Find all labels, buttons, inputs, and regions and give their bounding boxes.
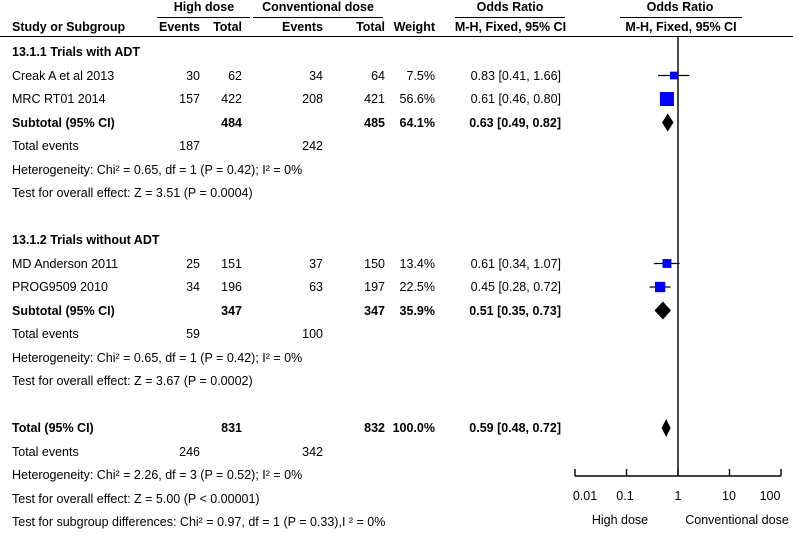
summary-diamond (662, 419, 671, 437)
or-plot-header: Odds Ratio (646, 0, 714, 14)
cell-ci: 0.61 [0.34, 1.07] (470, 256, 561, 271)
subgroup-label: 13.1.1 Trials with ADT (12, 45, 141, 59)
events-label: Total events (12, 327, 79, 341)
events2-col-header: Events (282, 20, 323, 34)
cell-e1: 187 (179, 139, 200, 153)
total1-col-header: Total (213, 20, 242, 34)
text-label: Test for overall effect: Z = 5.00 (P < 0.00001) (12, 491, 260, 506)
study-marker (655, 282, 665, 292)
cell-ci: 0.63 [0.49, 0.82] (469, 115, 561, 130)
tick-label-10: 10 (722, 489, 736, 503)
cell-weight: 56.6% (399, 92, 435, 106)
cell-weight: 35.9% (399, 303, 435, 318)
cell-ci: 0.61 [0.46, 0.80] (470, 92, 561, 106)
cell-e2: 342 (302, 444, 323, 459)
events-label: Total events (12, 444, 79, 459)
group1-header: High dose (173, 0, 235, 14)
cell-weight: 64.1% (399, 115, 435, 130)
cell-e1: 59 (186, 327, 200, 341)
cell-weight: 13.4% (399, 256, 435, 271)
cell-weight: 7.5% (406, 68, 435, 83)
cell-weight: 100.0% (392, 421, 435, 435)
tick-label-100: 100 (759, 489, 781, 503)
cell-ci: 0.83 [0.41, 1.66] (470, 68, 561, 83)
text-label: Test for overall effect: Z = 3.51 (P = 0.0004) (12, 186, 253, 200)
favours-left-label: High dose (591, 513, 649, 527)
cell-t1: 484 (221, 115, 242, 130)
cell-e2: 208 (302, 92, 323, 106)
text-label: Heterogeneity: Chi² = 2.26, df = 3 (P = 0.52); I² = 0% (12, 468, 303, 482)
total2-col-header: Total (356, 20, 385, 34)
text-label: Heterogeneity: Chi² = 0.65, df = 1 (P = 0.42); I² = 0% (12, 162, 303, 177)
favours-right-label: Conventional dose (685, 513, 789, 527)
cell-e1: 25 (186, 256, 200, 271)
cell-e2: 100 (302, 327, 323, 341)
cell-e1: 34 (186, 280, 200, 294)
cell-ci: 0.45 [0.28, 0.72] (470, 280, 561, 294)
summary-diamond (655, 302, 671, 320)
events1-col-header: Events (159, 20, 200, 34)
cell-t2: 347 (364, 303, 385, 318)
cell-t2: 150 (364, 256, 385, 271)
cell-weight: 22.5% (399, 280, 435, 294)
cell-ci: 0.51 [0.35, 0.73] (469, 303, 561, 318)
cell-t2: 421 (364, 92, 385, 106)
group2-header: Conventional dose (262, 0, 374, 14)
text-label: Heterogeneity: Chi² = 0.65, df = 1 (P = 0.42); I² = 0% (12, 350, 303, 365)
cell-t1: 151 (221, 256, 242, 271)
tick-label-1: 1 (674, 489, 682, 503)
study-col-header: Study or Subgroup (12, 20, 126, 34)
cell-t1: 422 (221, 92, 242, 106)
cell-ci: 0.59 [0.48, 0.72] (469, 421, 561, 435)
cell-t2: 64 (371, 68, 385, 83)
events-label: Total events (12, 139, 79, 153)
subtotal-label: Subtotal (95% CI) (12, 115, 115, 130)
cell-t1: 196 (221, 280, 242, 294)
cell-t1: 831 (221, 421, 242, 435)
method-plot-header: M-H, Fixed, 95% CI (625, 20, 737, 34)
cell-t1: 347 (221, 303, 242, 318)
study-label: PROG9509 2010 (12, 280, 108, 294)
summary-diamond (662, 114, 674, 132)
study-marker (660, 92, 674, 106)
tick-label-0.1: 0.1 (616, 489, 634, 503)
study-label: Creak A et al 2013 (12, 68, 115, 83)
cell-t2: 832 (364, 421, 385, 435)
cell-e1: 246 (179, 444, 200, 459)
cell-t2: 197 (364, 280, 385, 294)
study-marker (670, 72, 678, 80)
cell-e2: 242 (302, 139, 323, 153)
cell-t1: 62 (228, 68, 242, 83)
study-marker (663, 259, 672, 268)
study-label: MD Anderson 2011 (12, 256, 119, 271)
cell-t2: 485 (364, 115, 385, 130)
method-table-header: M-H, Fixed, 95% CI (454, 20, 567, 34)
cell-e1: 157 (179, 92, 200, 106)
study-label: MRC RT01 2014 (12, 92, 106, 106)
cell-e1: 30 (186, 68, 200, 83)
or-table-header: Odds Ratio (476, 0, 544, 14)
text-label: Test for overall effect: Z = 3.67 (P = 0.0002) (12, 374, 253, 388)
weight-col-header: Weight (393, 20, 435, 34)
cell-e2: 37 (309, 256, 323, 271)
subtotal-label: Subtotal (95% CI) (12, 303, 115, 318)
total-label: Total (95% CI) (12, 421, 94, 435)
text-label: Test for subgroup differences: Chi² = 0.97, df = 1 (P = 0.33),I ² = 0% (12, 515, 386, 529)
tick-label-0.01: 0.01 (572, 489, 598, 503)
cell-e2: 34 (309, 68, 323, 83)
subgroup-label: 13.1.2 Trials without ADT (12, 233, 160, 247)
cell-e2: 63 (309, 280, 323, 294)
